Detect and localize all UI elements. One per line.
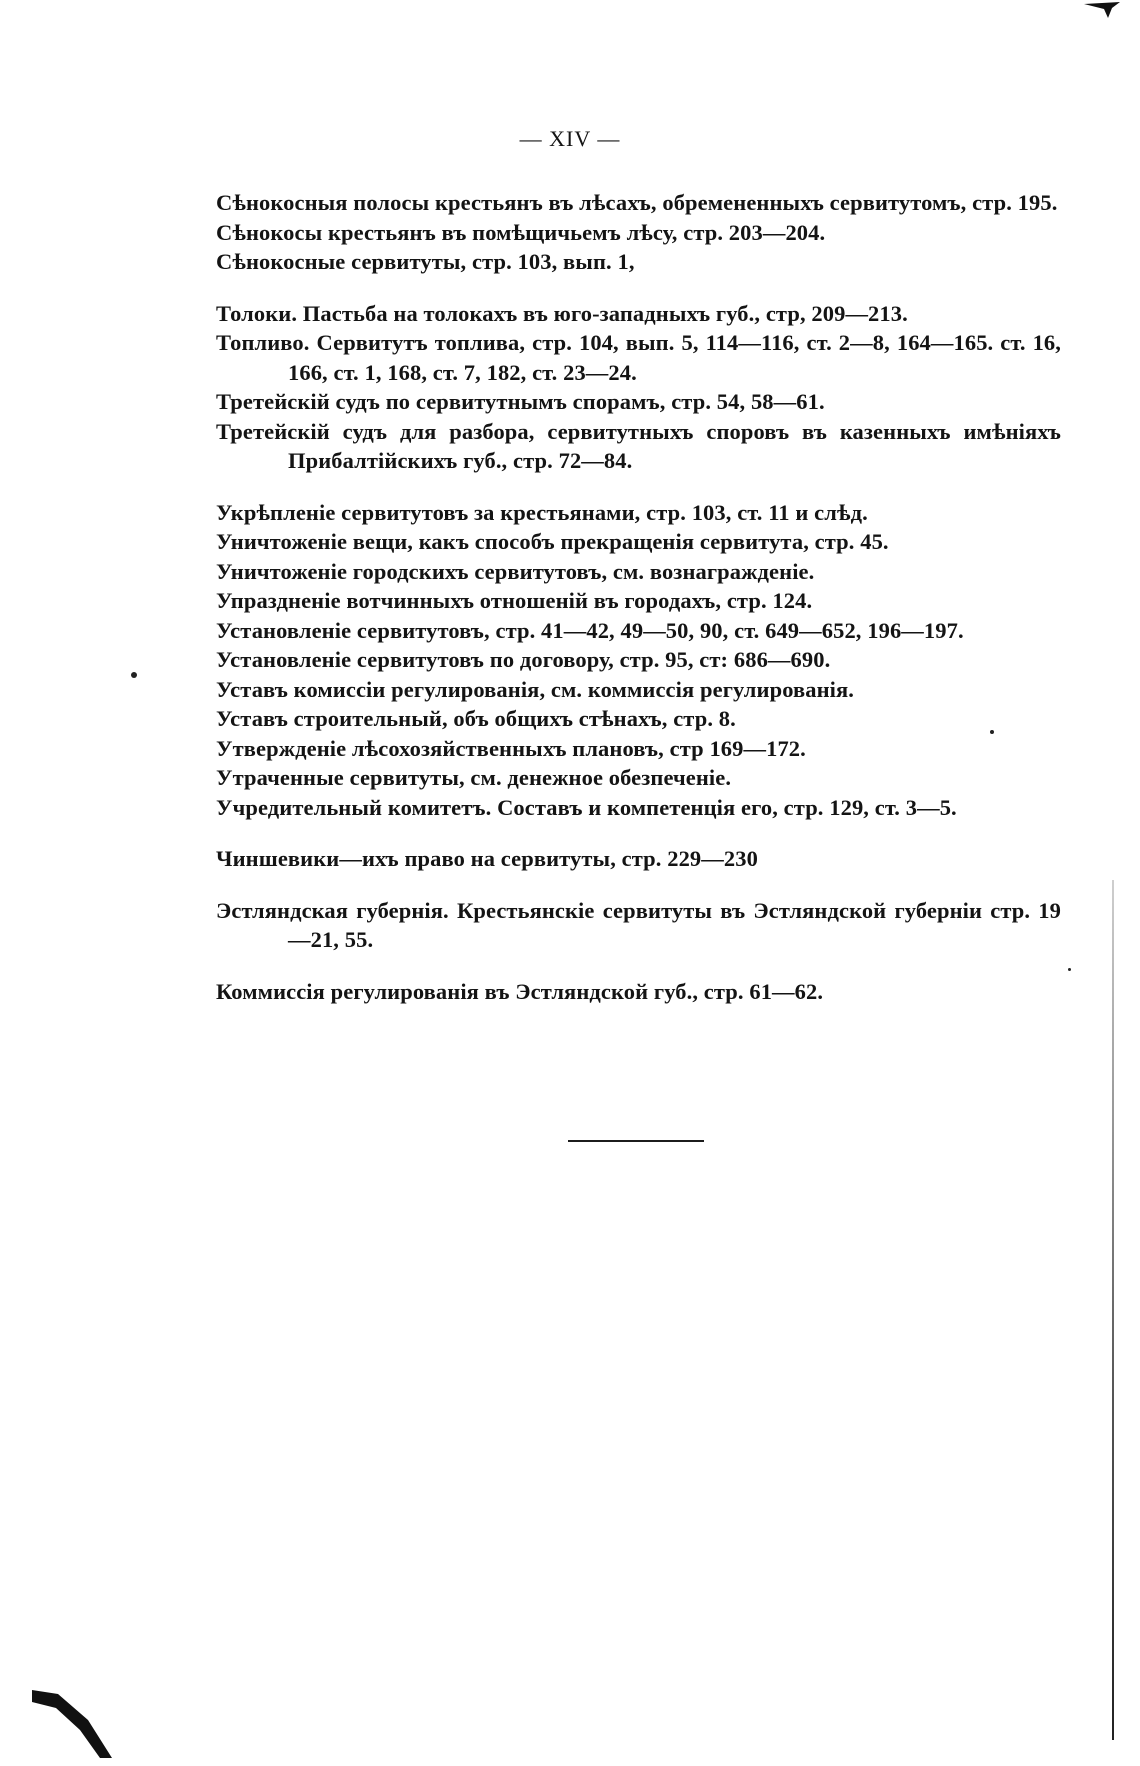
scan-speck (990, 730, 994, 734)
index-entry: Укрѣпленіе сервитутовъ за крестьянами, стр. 103, ст. 11 и слѣд. (216, 499, 868, 525)
index-entry: Толоки. Пастьба на толокахъ въ юго-западныхъ губ., стр, 209—213. (216, 300, 908, 326)
page-number: — XIV — (519, 126, 621, 151)
index-entry: Эстляндская губернія. Крестьянскіе сервитуты въ Эстляндской губерніи стр. 19—21, 55. (216, 897, 1061, 952)
index-entry: Третейскій судъ для разбора, сервитутныхъ споровъ въ казенныхъ имѣніяхъ Прибалтійскихъ губ., стр. 72—84. (216, 418, 1061, 473)
index-group-s (216, 188, 1061, 277)
index-entry: Уничтоженіе городскихъ сервитутовъ, см. вознагражденіе. (216, 558, 815, 584)
scan-corner-mark (1082, 0, 1122, 20)
index-entry: Топливо. Сервитутъ топлива, стр. 104, вып. 5, 114—116, ст. 2—8, 164—165. ст. 16, 166, ст. 1, 168, ст. 7, 182, ст. 23—24. (216, 330, 1061, 385)
index-group-k (216, 977, 1061, 1007)
index-content (216, 188, 1061, 1028)
index-group-e (216, 896, 1061, 955)
index-entry: Сѣнокосныя полосы крестьянъ въ лѣсахъ, обремененныхъ сервитутомъ, стр. 195. (216, 190, 1058, 215)
index-group-t (216, 299, 1061, 476)
index-entry: Утвержденіе лѣсохозяйственныхъ плановъ, стр 169—172. (216, 735, 806, 761)
index-group-u (216, 498, 1061, 823)
index-entry: Сѣнокосные сервитуты, стр. 103, вып. 1, (216, 249, 635, 274)
scan-edge-shadow (1112, 880, 1114, 1740)
index-entry: Утраченные сервитуты, см. денежное обезпеченіе. (216, 765, 732, 790)
scan-speck (1068, 968, 1071, 971)
index-entry: Уничтоженіе вещи, какъ способъ прекращенія сервитута, стр. 45. (216, 529, 889, 554)
index-entry: Третейскій судъ по сервитутнымъ спорамъ, стр. 54, 58—61. (216, 389, 825, 414)
scan-corner-fold (28, 1680, 118, 1760)
index-entry: Уставъ комиссіи регулированія, см. коммиссія регулированія. (216, 676, 855, 702)
index-entry: Коммиссія регулированія въ Эстляндской губ., стр. 61—62. (216, 978, 824, 1004)
index-entry: Уставъ строительный, объ общихъ стѣнахъ, стр. 8. (216, 706, 736, 731)
index-entry: Установленіе сервитутовъ по договору, стр. 95, ст: 686—690. (216, 647, 831, 672)
scan-speck (131, 672, 137, 678)
index-entry: Чиншевики—ихъ право на сервитуты, стр. 229—230 (216, 846, 758, 871)
index-group-ch (216, 844, 1061, 874)
index-entry: Сѣнокосы крестьянъ въ помѣщичьемъ лѣсу, стр. 203—204. (216, 219, 826, 245)
closing-rule (568, 1140, 704, 1142)
index-entry: Учредительный комитетъ. Составъ и компетенція его, стр. 129, ст. 3—5. (216, 794, 957, 820)
index-entry: Упраздненіе вотчинныхъ отношеній въ городахъ, стр. 124. (216, 588, 813, 613)
index-entry: Установленіе сервитутовъ, стр. 41—42, 49—50, 90, ст. 649—652, 196—197. (216, 617, 964, 643)
